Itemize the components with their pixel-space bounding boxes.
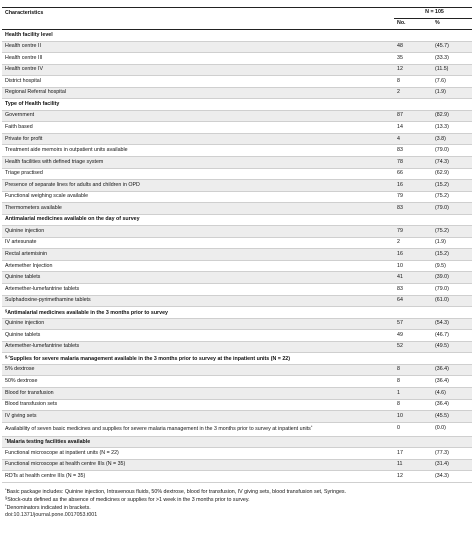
table-row: [2, 411, 472, 423]
section-label: Health facility level: [2, 30, 394, 42]
row-label: Quinine injection: [2, 226, 394, 238]
table-row: [2, 157, 472, 169]
count-cell: [394, 307, 432, 319]
section-label: *Malaria testing facilities available: [2, 436, 394, 448]
count-cell: 0: [394, 422, 432, 436]
table-row: [2, 376, 472, 388]
count-cell: 11: [394, 459, 432, 471]
percent-cell: (82.9): [432, 110, 472, 122]
header-blank: [2, 19, 394, 30]
header-percent: %: [432, 19, 472, 30]
table-row: [2, 53, 472, 65]
count-cell: 8: [394, 364, 432, 376]
section-row: [2, 436, 472, 448]
percent-cell: [432, 214, 472, 226]
section-label: §Antimalarial medicines available in the 3 months prior to survey: [2, 307, 394, 319]
percent-cell: (74.3): [432, 157, 472, 169]
count-cell: 49: [394, 330, 432, 342]
table-row: [2, 76, 472, 88]
table-row: [2, 145, 472, 157]
table-row: [2, 448, 472, 460]
count-cell: 66: [394, 168, 432, 180]
footnote-basic-package: *Basic package includes: Quinine injection, Intravenous fluids, 50% dextrose, blood for transfusion, IV giving sets, blood transfusion set, Syringes.: [5, 486, 347, 495]
row-label: IV artesunate: [2, 237, 394, 249]
section-row: [2, 353, 472, 365]
count-cell: [394, 353, 432, 365]
percent-cell: (77.3): [432, 448, 472, 460]
percent-cell: (36.4): [432, 399, 472, 411]
footnote-marker: *: [5, 437, 7, 443]
table-row: [2, 133, 472, 145]
header-characteristics: Characteristics: [2, 8, 394, 19]
table-row: [2, 272, 472, 284]
count-cell: 12: [394, 471, 432, 483]
section-label: §,*Supplies for severe malaria management available in the 3 months prior to survey at the inpatient units (N = 22): [2, 353, 394, 365]
row-label: Health centre IV: [2, 64, 394, 76]
percent-cell: (13.3): [432, 122, 472, 134]
table-row: [2, 318, 472, 330]
table-row: [2, 87, 472, 99]
percent-cell: (79.0): [432, 284, 472, 296]
table-row: [2, 226, 472, 238]
count-cell: [394, 99, 432, 111]
row-label: 5% dextrose: [2, 364, 394, 376]
table-row: [2, 422, 472, 436]
table-row: [2, 471, 472, 483]
table-row: [2, 399, 472, 411]
row-label: Sulphadoxine-pyrimethamine tablets: [2, 295, 394, 307]
table-row: [2, 387, 472, 399]
count-cell: 17: [394, 448, 432, 460]
count-cell: 10: [394, 260, 432, 272]
percent-cell: [432, 99, 472, 111]
count-cell: [394, 436, 432, 448]
table-row: [2, 249, 472, 261]
row-label: Treatment aide memoirs in outpatient units available: [2, 145, 394, 157]
section-row: [2, 214, 472, 226]
table-row: [2, 341, 472, 353]
row-label: Blood transfusion sets: [2, 399, 394, 411]
footnote-marker: *: [310, 424, 313, 430]
count-cell: 64: [394, 295, 432, 307]
count-cell: [394, 30, 432, 42]
table-figure: [2, 0, 472, 519]
percent-cell: (54.3): [432, 318, 472, 330]
count-cell: 83: [394, 203, 432, 215]
table-row: [2, 284, 472, 296]
section-label: Type of Health facility: [2, 99, 394, 111]
percent-cell: (79.0): [432, 145, 472, 157]
row-label: Health centre III: [2, 53, 394, 65]
percent-cell: (75.2): [432, 226, 472, 238]
percent-cell: (1.9): [432, 87, 472, 99]
count-cell: 2: [394, 237, 432, 249]
count-cell: 41: [394, 272, 432, 284]
percent-cell: (3.8): [432, 133, 472, 145]
row-label: Health centre II: [2, 41, 394, 53]
row-label: District hospital: [2, 76, 394, 88]
count-cell: 10: [394, 411, 432, 423]
row-label: Presence of separate lines for adults and children in OPD: [2, 180, 394, 192]
row-label: Blood for transfusion: [2, 387, 394, 399]
percent-cell: [432, 436, 472, 448]
table-row: [2, 110, 472, 122]
count-cell: [394, 214, 432, 226]
characteristics-table: [2, 7, 472, 483]
row-label: Artemether-lumefantrine tablets: [2, 284, 394, 296]
percent-cell: (62.9): [432, 168, 472, 180]
footnote-marker: §,*: [5, 353, 10, 359]
count-cell: 1: [394, 387, 432, 399]
row-label: Thermometers available: [2, 203, 394, 215]
percent-cell: (9.5): [432, 260, 472, 272]
row-label: Health facilities with defined triage system: [2, 157, 394, 169]
row-label: Functional microscope at health centre IIIs (N = 35): [2, 459, 394, 471]
row-label: Functional weighing scale available: [2, 191, 394, 203]
section-row: [2, 99, 472, 111]
row-label: 50% dextrose: [2, 376, 394, 388]
row-label: Artemether Injection: [2, 260, 394, 272]
percent-cell: (11.5): [432, 64, 472, 76]
row-label: Artemether-lumefantrine tablets: [2, 341, 394, 353]
count-cell: 83: [394, 145, 432, 157]
count-cell: 78: [394, 157, 432, 169]
count-cell: 83: [394, 284, 432, 296]
percent-cell: (45.5): [432, 411, 472, 423]
percent-cell: (36.4): [432, 364, 472, 376]
section-label: Antimalarial medicines available on the day of survey: [2, 214, 394, 226]
count-cell: 52: [394, 341, 432, 353]
table-row: [2, 260, 472, 272]
percent-cell: (46.7): [432, 330, 472, 342]
doi-link[interactable]: doi:10.1371/journal.pone.0017053.t001: [5, 511, 98, 518]
count-cell: 2: [394, 87, 432, 99]
percent-cell: (75.2): [432, 191, 472, 203]
row-label: Quinine injection: [2, 318, 394, 330]
table-row: [2, 168, 472, 180]
count-cell: 79: [394, 226, 432, 238]
percent-cell: (45.7): [432, 41, 472, 53]
percent-cell: [432, 30, 472, 42]
row-label: Quinine tablets: [2, 330, 394, 342]
percent-cell: (39.0): [432, 272, 472, 284]
row-label: Regional Referral hospital: [2, 87, 394, 99]
table-header-row: [2, 8, 472, 19]
table-subheader-row: [2, 19, 472, 30]
table-row: [2, 237, 472, 249]
percent-cell: (49.5): [432, 341, 472, 353]
count-cell: 87: [394, 110, 432, 122]
table-row: [2, 459, 472, 471]
percent-cell: (15.2): [432, 180, 472, 192]
table-row: [2, 364, 472, 376]
count-cell: 4: [394, 133, 432, 145]
row-label: Government: [2, 110, 394, 122]
row-label: Private for profit: [2, 133, 394, 145]
row-label: Quinine tablets: [2, 272, 394, 284]
percent-cell: [432, 353, 472, 365]
percent-cell: (31.4): [432, 459, 472, 471]
percent-cell: (1.9): [432, 237, 472, 249]
count-cell: 14: [394, 122, 432, 134]
footnote-stockout-definition: §Stock-outs defined as the absence of medicines or supplies for >1 week in the 3 months prior to survey.: [5, 495, 250, 504]
footnote-denominators: *Denominators indicated in brackets.: [5, 503, 91, 512]
count-cell: 16: [394, 180, 432, 192]
percent-cell: [432, 307, 472, 319]
percent-cell: (0.0): [432, 422, 472, 436]
footnote-marker: §: [5, 307, 8, 313]
count-cell: 35: [394, 53, 432, 65]
percent-cell: (33.3): [432, 53, 472, 65]
table-row: [2, 330, 472, 342]
count-cell: 48: [394, 41, 432, 53]
count-cell: 16: [394, 249, 432, 261]
section-row: [2, 307, 472, 319]
table-row: [2, 180, 472, 192]
table-row: [2, 203, 472, 215]
table-row: [2, 41, 472, 53]
count-cell: 79: [394, 191, 432, 203]
percent-cell: (4.6): [432, 387, 472, 399]
section-row: [2, 30, 472, 42]
count-cell: 8: [394, 76, 432, 88]
header-n-total: N = 105: [394, 8, 472, 19]
row-label: Triage practised: [2, 168, 394, 180]
row-label: Rectal artemisinin: [2, 249, 394, 261]
count-cell: 8: [394, 399, 432, 411]
row-label: RDTs at health centre IIIs (N = 35): [2, 471, 394, 483]
percent-cell: (79.0): [432, 203, 472, 215]
table-row: [2, 64, 472, 76]
count-cell: 8: [394, 376, 432, 388]
percent-cell: (34.3): [432, 471, 472, 483]
row-label: Faith based: [2, 122, 394, 134]
table-row: [2, 122, 472, 134]
row-label: Functional microscope at inpatient units (N = 22): [2, 448, 394, 460]
percent-cell: (36.4): [432, 376, 472, 388]
count-cell: 57: [394, 318, 432, 330]
count-cell: 12: [394, 64, 432, 76]
row-label: Availability of seven basic medicines and supplies for severe malaria management in the 3 months prior to survey at inpatient units*: [2, 422, 394, 436]
percent-cell: (15.2): [432, 249, 472, 261]
row-label: IV giving sets: [2, 411, 394, 423]
percent-cell: (61.0): [432, 295, 472, 307]
header-no: No.: [394, 19, 432, 30]
table-row: [2, 295, 472, 307]
table-footnotes: [2, 483, 472, 519]
percent-cell: (7.6): [432, 76, 472, 88]
table-body: [2, 30, 472, 483]
table-row: [2, 191, 472, 203]
